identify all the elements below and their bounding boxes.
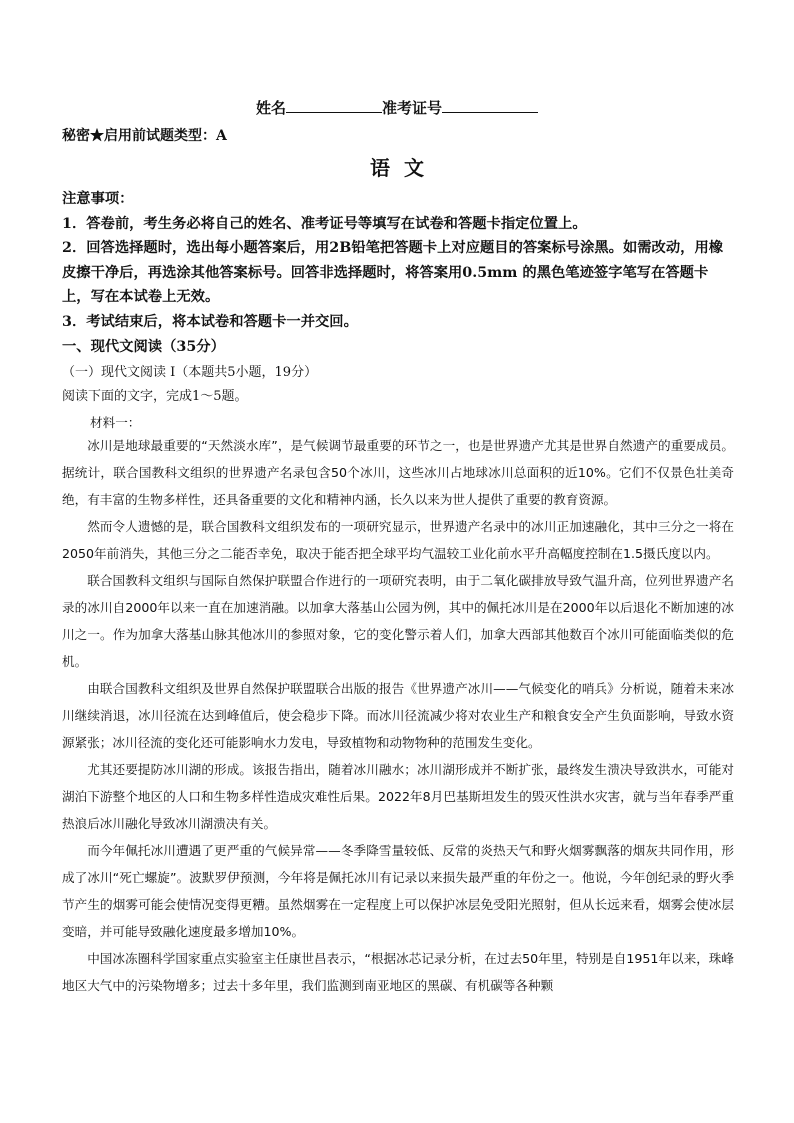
section-heading: 一、现代文阅读（35分）: [62, 339, 225, 355]
notice-item-2: 2．回答选择题时，选出每小题答案后，用2B铅笔把答题卡上对应题目的答案标号涂黑。如需改动，用橡皮擦干净后，再选涂其他答案标号。回答非选择题时，将答案用0.5mm 的黑色笔迹签字笔写在答题卡上，写在本试卷上无效。: [62, 240, 724, 305]
candidate-info-line: [0, 97, 794, 118]
paragraph-3: 联合国教科文组织与国际自然保护联盟合作进行的一项研究表明，由于二氧化碳排放导致气温升高，位列世界遗产名录的冰川自2000年以来一直在加速消融。以加拿大落基山公园为例，其中的佩托冰川是在2000年以后退化不断加速的冰川之一。作为加拿大落基山脉其他冰川的参照对象，它的变化警示着人们，加拿大西部其他数百个冰川可能面临类似的危机。: [62, 573, 734, 669]
name-label: 姓名: [255, 99, 286, 117]
id-label: 准考证号: [382, 99, 443, 117]
subsection-heading: （一）现代文阅读 I（本题共5小题，19分）: [62, 365, 318, 380]
paragraph-6: 而今年佩托冰川遭遇了更严重的气候异常——冬季降雪量较低、反常的炎热天气和野火烟雾飘落的烟灰共同作用，形成了冰川“死亡螺旋”。波默罗伊预测，今年将是佩托冰川有记录以来损失最严重的年份之一。他说，今年创纪录的野火季节产生的烟雾可能会使情况变得更糟。虽然烟雾在一定程度上可以保护冰层免受阳光照射，但从长远来看，烟雾会使冰层变暗，并可能导致融化速度最多增加10%。: [62, 843, 734, 939]
paragraph-1: 冰川是地球最重要的“天然淡水库”，是气候调节最重要的环节之一，也是世界遗产尤其是世界自然遗产的重要成员。据统计，联合国教科文组织的世界遗产名录包含50个冰川，这些冰川占地球冰川总面积的近10%。它们不仅景色壮美奇绝，有丰富的生物多样性，还具备重要的文化和精神内涵，长久以来为世人提供了重要的教育资源。: [62, 438, 734, 507]
reading-instruction: 阅读下面的文字，完成1～5题。: [62, 389, 248, 404]
notice-item-1: 1．答卷前，考生务必将自己的姓名、准考证号等填写在试卷和答题卡指定位置上。: [62, 216, 587, 232]
material-label: 材料一：: [90, 415, 141, 430]
name-blank[interactable]: [286, 98, 382, 113]
paragraph-5: 尤其还要提防冰川湖的形成。该报告指出，随着冰川融水；冰川湖形成并不断扩张，最终发生溃决导致洪水，可能对湖泊下游整个地区的人口和生物多样性造成灾难性后果。2022年8月巴基斯坦发生的毁灭性洪水灾害，就与当年春季严重热浪后冰川融化导致冰川湖溃决有关。: [62, 762, 734, 831]
paragraph-2: 然而令人遗憾的是，联合国教科文组织发布的一项研究显示，世界遗产名录中的冰川正加速融化，其中三分之一将在2050年前消失，其他三分之二能否幸免，取决于能否把全球平均气温较工业化前水平升高幅度控制在1.5摄氏度以内。: [62, 519, 734, 561]
notice-item-3: 3．考试结束后，将本试卷和答题卡一并交回。: [62, 314, 358, 330]
id-blank[interactable]: [442, 98, 538, 113]
secret-line: 秘密★启用前试题类型：A: [62, 128, 227, 144]
paragraph-7: 中国冰冻圈科学国家重点实验室主任康世昌表示，“根据冰芯记录分析，在过去50年里，特别是自1951年以来，珠峰地区大气中的污染物增多；过去十多年里，我们监测到南亚地区的黑碳、有机碳等各种颗: [62, 951, 734, 993]
paragraph-4: 由联合国教科文组织及世界自然保护联盟联合出版的报告《世界遗产冰川——气候变化的哨兵》分析说，随着未来冰川继续消退，冰川径流在达到峰值后，使会稳步下降。而冰川径流减少将对农业生产和粮食安全产生负面影响，导致水资源紧张；冰川径流的变化还可能影响水力发电，导致植物和动物物种的范围发生变化。: [62, 681, 734, 750]
passage-body: [62, 432, 734, 999]
page-title: 语文: [370, 156, 438, 180]
notice-heading: 注意事项：: [62, 191, 134, 207]
